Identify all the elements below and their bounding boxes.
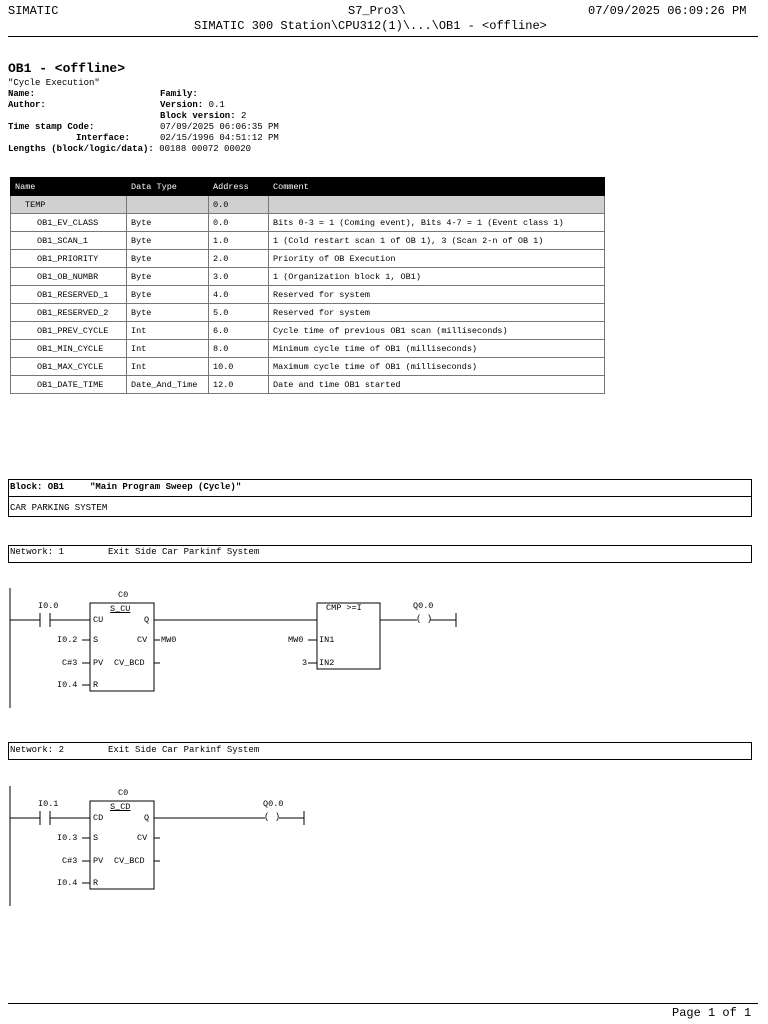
block-version-label: Block version: [160, 111, 236, 121]
cell-type: Byte [127, 232, 209, 250]
block-header-divider [8, 496, 751, 497]
cell-type: Byte [127, 268, 209, 286]
table-row [11, 340, 605, 358]
table-row [11, 214, 605, 232]
n1-pin-cv: CV [137, 635, 148, 645]
footer-rule [8, 1003, 758, 1004]
variable-table [10, 177, 605, 394]
n2-counter-name: C0 [118, 788, 129, 798]
n1-coil-icon: ( ) [416, 614, 433, 624]
n2-pin-r: R [93, 878, 99, 888]
table-row [11, 322, 605, 340]
family-label: Family: [160, 89, 198, 99]
n1-pin-pv: PV [93, 658, 104, 668]
table-row [11, 286, 605, 304]
cell-type [127, 196, 209, 214]
n1-cmp-in1-label: IN1 [319, 635, 335, 645]
version-value: 0.1 [208, 100, 225, 110]
cell-name: OB1_DATE_TIME [11, 376, 127, 394]
n1-in-r: I0.4 [57, 680, 78, 690]
n2-pin-cv: CV [137, 833, 148, 843]
cell-comment: Reserved for system [269, 286, 605, 304]
table-row [11, 376, 605, 394]
n1-cmp-title: CMP >=I [326, 603, 362, 613]
cell-address: 6.0 [209, 322, 269, 340]
network2-label: Network: 2 [10, 745, 65, 755]
cell-name: OB1_MAX_CYCLE [11, 358, 127, 376]
table-row [11, 358, 605, 376]
cell-comment: 1 (Cold restart scan 1 of OB 1), 3 (Scan 2-n of OB 1) [269, 232, 605, 250]
cell-comment: Minimum cycle time of OB1 (milliseconds) [269, 340, 605, 358]
n1-counter-name: C0 [118, 590, 129, 600]
network1-ladder [0, 580, 768, 710]
network1-label: Network: 1 [10, 547, 65, 557]
n1-counter-type: S_CU [110, 604, 131, 614]
n1-cmp-in2-label: IN2 [319, 658, 335, 668]
n1-out-cv: MW0 [161, 635, 177, 645]
table-header-row [11, 178, 605, 196]
block-name: "Main Program Sweep (Cycle)" [90, 482, 242, 492]
n1-pin-s: S [93, 635, 99, 645]
cell-address: 3.0 [209, 268, 269, 286]
cell-comment: Priority of OB Execution [269, 250, 605, 268]
col-header-comment: Comment [269, 178, 605, 196]
n2-coil-addr: Q0.0 [263, 799, 284, 809]
n1-pin-q: Q [144, 615, 150, 625]
cell-comment [269, 196, 605, 214]
block-label: Block: OB1 [10, 482, 65, 492]
cell-name: TEMP [11, 196, 127, 214]
cell-type: Int [127, 340, 209, 358]
lengths-value: 00188 00072 00020 [159, 144, 252, 154]
cell-address: 4.0 [209, 286, 269, 304]
cell-type: Int [127, 358, 209, 376]
cell-type: Int [127, 322, 209, 340]
network2-title: Exit Side Car Parkinf System [108, 745, 260, 755]
table-row [11, 250, 605, 268]
header-path: SIMATIC 300 Station\CPU312(1)\...\OB1 - <offline> [194, 19, 547, 33]
cell-name: OB1_PRIORITY [11, 250, 127, 268]
cell-name: OB1_RESERVED_1 [11, 286, 127, 304]
n2-in-r: I0.4 [57, 878, 78, 888]
n1-pin-cu: CU [93, 615, 104, 625]
network1-title: Exit Side Car Parkinf System [108, 547, 260, 557]
lengths-label: Lengths (block/logic/data): [8, 144, 154, 154]
n2-pin-cd: CD [93, 813, 104, 823]
n1-contact-addr: I0.0 [38, 601, 59, 611]
name-label: Name: [8, 89, 36, 99]
cell-comment: Cycle time of previous OB1 scan (milliseconds) [269, 322, 605, 340]
cell-address: 0.0 [209, 214, 269, 232]
cell-type: Byte [127, 304, 209, 322]
cell-comment: Reserved for system [269, 304, 605, 322]
timestamp-label: Time stamp Code: [8, 122, 95, 132]
header-project: S7_Pro3\ [348, 4, 406, 18]
n2-coil-icon: ( ) [264, 812, 281, 822]
cell-comment: Maximum cycle time of OB1 (milliseconds) [269, 358, 605, 376]
cell-name: OB1_PREV_CYCLE [11, 322, 127, 340]
block-version-line [160, 111, 246, 121]
n1-pin-cvbcd: CV_BCD [114, 658, 145, 668]
n1-pin-r: R [93, 680, 99, 690]
interface-value: 02/15/1996 04:51:12 PM [160, 133, 279, 143]
timestamp-code: 07/09/2025 06:06:35 PM [160, 122, 279, 132]
cell-address: 5.0 [209, 304, 269, 322]
block-version-value: 2 [241, 111, 247, 121]
table-row [11, 268, 605, 286]
cell-type: Date_And_Time [127, 376, 209, 394]
block-subtitle: "Cycle Execution" [8, 78, 100, 88]
cell-type: Byte [127, 286, 209, 304]
cell-comment: Bits 0-3 = 1 (Coming event), Bits 4-7 = 1 (Event class 1) [269, 214, 605, 232]
cell-name: OB1_EV_CLASS [11, 214, 127, 232]
cell-address: 2.0 [209, 250, 269, 268]
block-comment: CAR PARKING SYSTEM [10, 503, 108, 513]
col-header-address: Address [209, 178, 269, 196]
cell-address: 8.0 [209, 340, 269, 358]
n1-in-s: I0.2 [57, 635, 78, 645]
cell-type: Byte [127, 214, 209, 232]
col-header-name: Name [11, 178, 127, 196]
cell-address: 12.0 [209, 376, 269, 394]
n1-cmp-in2: 3 [302, 658, 308, 668]
lengths-line [8, 144, 251, 154]
n2-pin-s: S [93, 833, 99, 843]
block-title: OB1 - <offline> [8, 61, 126, 76]
header-app: SIMATIC [8, 4, 59, 18]
header-rule [8, 36, 758, 37]
header-datetime: 07/09/2025 06:09:26 PM [588, 4, 747, 18]
n1-cmp-in1: MW0 [288, 635, 304, 645]
cell-type: Byte [127, 250, 209, 268]
n2-in-s: I0.3 [57, 833, 78, 843]
cell-comment: Date and time OB1 started [269, 376, 605, 394]
version-line [160, 100, 225, 110]
table-row [11, 232, 605, 250]
n2-counter-type: S_CD [110, 802, 131, 812]
footer-page: Page 1 of 1 [672, 1006, 752, 1020]
n1-in-pv: C#3 [62, 658, 78, 668]
cell-name: OB1_SCAN_1 [11, 232, 127, 250]
cell-comment: 1 (Organization block 1, OB1) [269, 268, 605, 286]
cell-address: 10.0 [209, 358, 269, 376]
n2-pin-q: Q [144, 813, 150, 823]
interface-label: Interface: [76, 133, 131, 143]
author-label: Author: [8, 100, 46, 110]
cell-name: OB1_OB_NUMBR [11, 268, 127, 286]
n1-coil-addr: Q0.0 [413, 601, 434, 611]
n2-contact-addr: I0.1 [38, 799, 59, 809]
n2-in-pv: C#3 [62, 856, 78, 866]
cell-name: OB1_MIN_CYCLE [11, 340, 127, 358]
n2-pin-cvbcd: CV_BCD [114, 856, 145, 866]
table-row-temp [11, 196, 605, 214]
cell-name: OB1_RESERVED_2 [11, 304, 127, 322]
table-row [11, 304, 605, 322]
cell-address: 1.0 [209, 232, 269, 250]
n2-pin-pv: PV [93, 856, 104, 866]
col-header-type: Data Type [127, 178, 209, 196]
cell-address: 0.0 [209, 196, 269, 214]
version-label: Version: [160, 100, 204, 110]
network2-ladder [0, 778, 768, 908]
